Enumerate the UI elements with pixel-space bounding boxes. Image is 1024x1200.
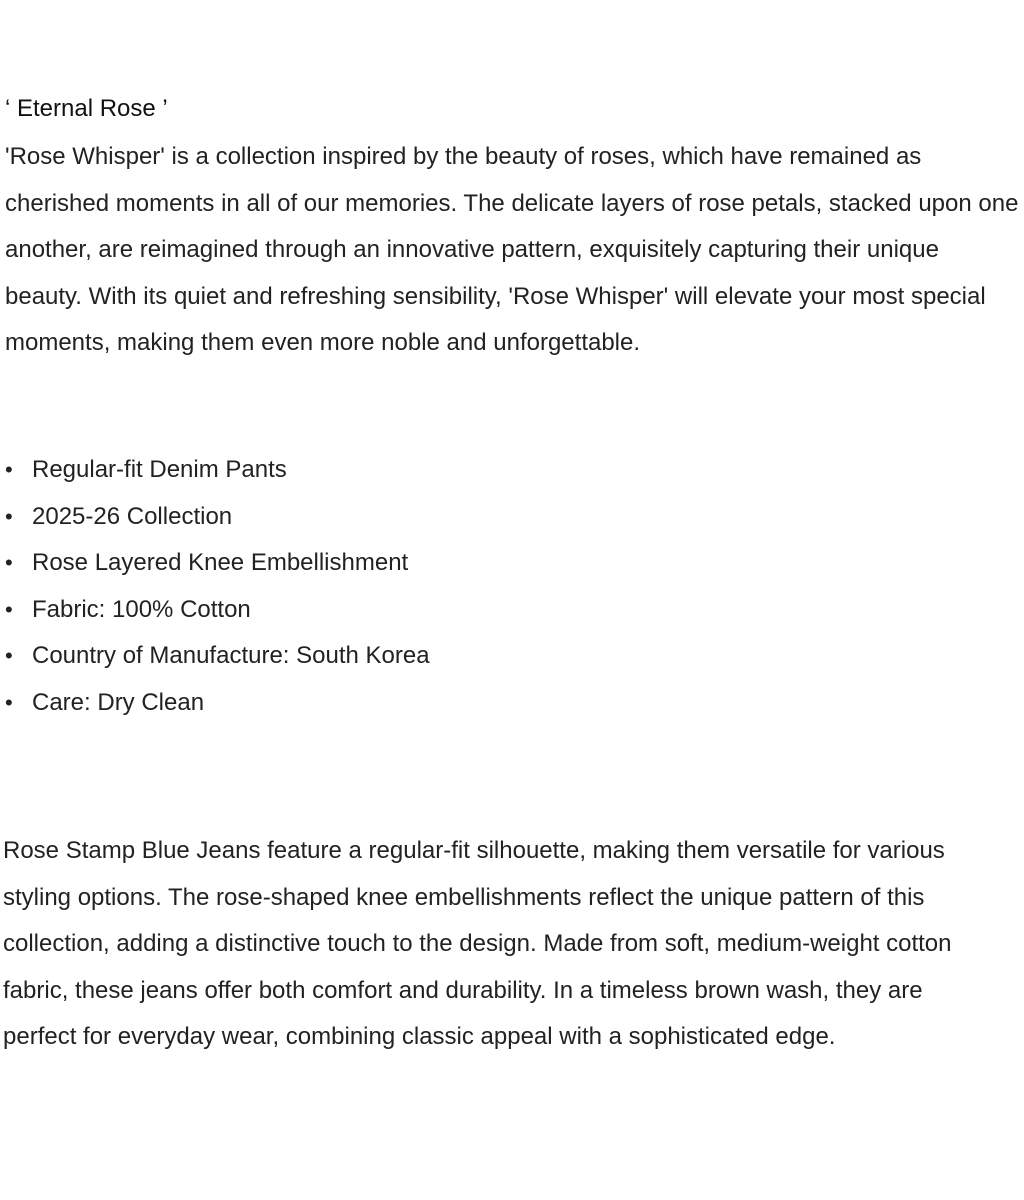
feature-item xyxy=(5,540,430,587)
collection-title: ‘ Eternal Rose ’ xyxy=(5,95,168,122)
feature-text: Rose Layered Knee Embellishment xyxy=(32,549,409,576)
feature-list xyxy=(5,447,430,726)
feature-item xyxy=(5,633,430,680)
feature-item xyxy=(5,587,430,634)
bullet-icon: • xyxy=(5,457,13,482)
bullet-icon: • xyxy=(5,550,13,575)
bullet-icon: • xyxy=(5,689,13,715)
feature-item xyxy=(5,680,430,727)
bullet-icon: • xyxy=(5,503,13,529)
feature-text: Country of Manufacture: South Korea xyxy=(32,642,430,669)
bullet-icon: • xyxy=(5,643,13,668)
feature-text: Fabric: 100% Cotton xyxy=(32,595,251,623)
product-description-paragraph: Rose Stamp Blue Jeans feature a regular-fit silhouette, making them versatile for various styling options. The rose-shaped knee embellishments reflect the unique pattern of this collection, adding a distinctive touch to the design. Made from soft, medium-weight cotton fabric, these jeans offer both comfort and durability. In a timeless brown wash, they are perfect for everyday wear, combining classic appeal with a sophisticated edge. xyxy=(3,837,952,1050)
feature-text: 2025-26 Collection xyxy=(32,502,233,530)
feature-item xyxy=(5,494,430,541)
collection-intro-paragraph: 'Rose Whisper' is a collection inspired by the beauty of roses, which have remained as cherished moments in all of our memories. The delicate layers of rose petals, stacked upon one another, are reimagined through an innovative pattern, exquisitely capturing their unique beauty. With its quiet and refreshing sensibility, 'Rose Whisper' will elevate your most special moments, making them even more noble and unforgettable. xyxy=(5,143,1019,356)
feature-text: Care: Dry Clean xyxy=(32,688,205,716)
feature-text: Regular-fit Denim Pants xyxy=(32,456,287,483)
feature-item xyxy=(5,447,430,494)
bullet-icon: • xyxy=(5,596,13,622)
